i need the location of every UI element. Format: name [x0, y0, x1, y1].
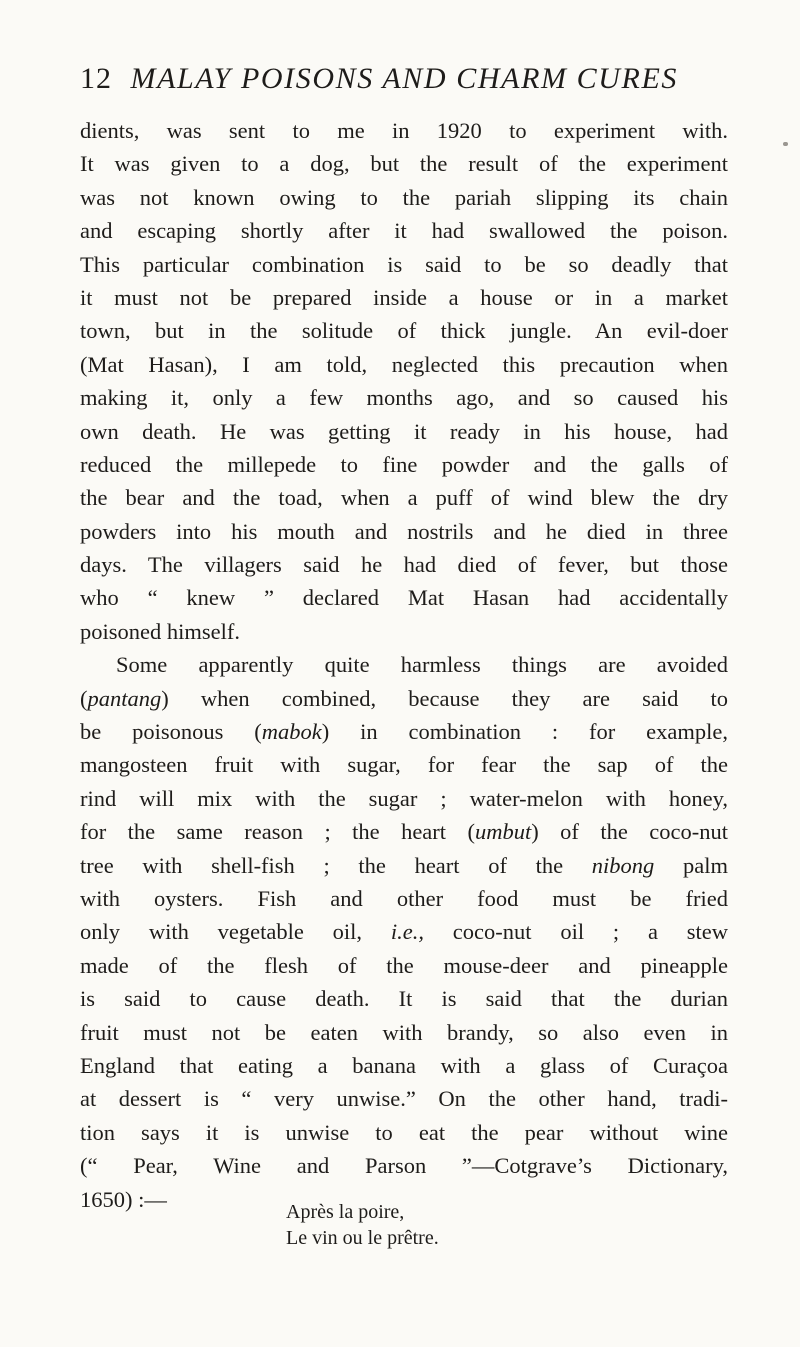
text-line: at dessert is “ very unwise.” On the other hand, tradi-: [80, 1086, 728, 1112]
text-line: for the same reason ; the heart (umbut) of the coco-nut: [80, 819, 729, 845]
text-line: Some apparently quite harmless things are avoided: [116, 652, 728, 678]
text-line: with oysters. Fish and other food must be fried: [80, 885, 728, 911]
text-line: This particular combination is said to be so deadly that: [80, 251, 728, 277]
paragraph-2: [80, 648, 728, 1216]
text-line: fruit must not be eaten with brandy, so also even in: [80, 1019, 728, 1045]
text-line: be poisonous (mabok) in combination : for example,: [80, 719, 728, 745]
malay-term: umbut: [474, 819, 532, 845]
text-line: (Mat Hasan), I am told, neglected this precaution when: [80, 351, 728, 377]
text-line: dients, was sent to me in 1920 to experiment with.: [80, 118, 728, 143]
malay-term: pantang: [87, 685, 162, 711]
text-line: the bear and the toad, when a puff of wind blew the dry: [80, 485, 728, 511]
text-line: mangosteen fruit with sugar, for fear the sap of the: [80, 752, 728, 778]
malay-term: nibong: [591, 852, 655, 878]
text-line: powders into his mouth and nostrils and he died in three: [80, 518, 728, 544]
french-verse: [286, 1199, 439, 1251]
text-line: it must not be prepared inside a house or in a market: [80, 284, 728, 310]
text-line: who “ knew ” declared Mat Hasan had accidentally: [80, 585, 728, 611]
text-line: 1650) :—: [80, 1186, 167, 1212]
page-number: 12: [80, 62, 112, 95]
text-line: and escaping shortly after it had swallowed the poison.: [80, 218, 728, 244]
book-title: MALAY POISONS AND CHARM CURES: [130, 62, 679, 95]
verse-line-2: Le vin ou le prêtre.: [286, 1227, 439, 1249]
latin-abbrev: i.e.,: [390, 919, 424, 945]
text-line: tion says it is unwise to eat the pear without wine: [80, 1119, 728, 1145]
text-line: (pantang) when combined, because they are said to: [80, 685, 728, 711]
text-line: (“ Pear, Wine and Parson ”—Cotgrave’s Dictionary,: [80, 1153, 728, 1179]
text-line: making it, only a few months ago, and so caused his: [80, 385, 728, 411]
malay-term: mabok: [261, 719, 322, 745]
running-head: [80, 62, 720, 96]
paragraph-1: [80, 114, 728, 648]
text-line: own death. He was getting it ready in his house, had: [80, 418, 728, 444]
verse-line-1: Après la poire,: [286, 1201, 405, 1223]
text-line: reduced the millepede to fine powder and the galls of: [80, 451, 728, 477]
text-line: rind will mix with the sugar ; water-melon with honey,: [80, 785, 728, 811]
text-line: only with vegetable oil, i.e., coco-nut oil ; a stew: [80, 919, 728, 945]
text-line: made of the flesh of the mouse-deer and pineapple: [80, 952, 728, 978]
text-line: tree with shell-fish ; the heart of the nibong palm: [80, 852, 728, 878]
text-line: was not known owing to the pariah slipping its chain: [80, 184, 728, 210]
text-line: days. The villagers said he had died of fever, but those: [80, 552, 728, 578]
text-line: poisoned himself.: [80, 618, 240, 644]
text-line: is said to cause death. It is said that the durian: [80, 986, 728, 1012]
text-line: It was given to a dog, but the result of the experiment: [80, 151, 728, 177]
print-speck: [783, 142, 788, 146]
text-line: England that eating a banana with a glass of Curaçoa: [80, 1052, 728, 1078]
text-line: town, but in the solitude of thick jungle. An evil-doer: [80, 318, 728, 344]
body-text: [80, 114, 728, 1216]
